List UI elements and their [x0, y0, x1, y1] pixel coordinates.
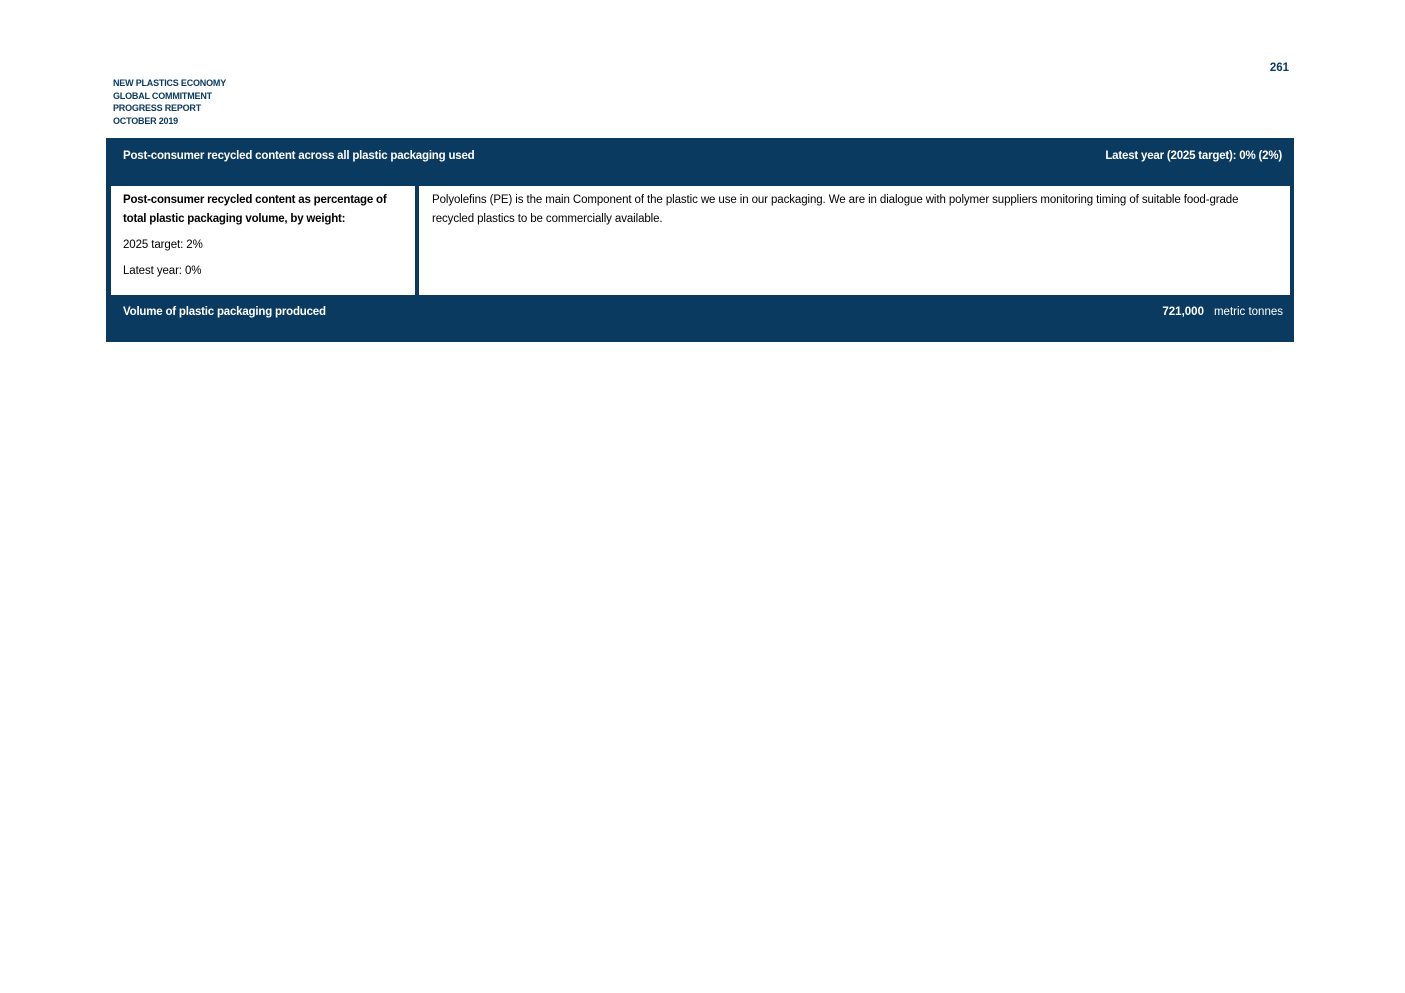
metric-cell — [111, 186, 415, 295]
latest-year-summary: Latest year (2025 target): 0% (2%) — [1105, 150, 1282, 162]
volume-value-group — [1162, 306, 1283, 318]
report-header — [113, 77, 226, 127]
report-header-line-2: GLOBAL COMMITMENT — [113, 90, 212, 101]
latest-year-value: Latest year: 0% — [123, 265, 202, 277]
page-number: 261 — [1269, 62, 1289, 74]
comment-cell — [419, 186, 1290, 295]
report-header-line-1: NEW PLASTICS ECONOMY — [113, 78, 227, 88]
volume-label: Volume of plastic packaging produced — [123, 306, 326, 318]
target-2025-value: 2025 target: 2% — [123, 239, 203, 251]
metric-label: Post-consumer recycled content as percentage of total plastic packaging volume, by weight: — [123, 194, 387, 225]
report-header-line-3: PROGRESS REPORT — [113, 103, 202, 113]
volume-value: 721,000 — [1162, 306, 1204, 318]
report-header-line-4: OCTOBER 2019 — [113, 115, 178, 126]
recycled-content-title: Post-consumer recycled content across all plastic packaging used — [123, 150, 475, 162]
recycled-content-panel — [106, 138, 1294, 342]
comment-text: Polyolefins (PE) is the main Component of the plastic we use in our packaging. We are in dialogue with polymer suppliers monitoring timing of suitable food-grade recycled plastics to be commercially available. — [432, 194, 1239, 225]
volume-unit: metric tonnes — [1213, 306, 1283, 318]
